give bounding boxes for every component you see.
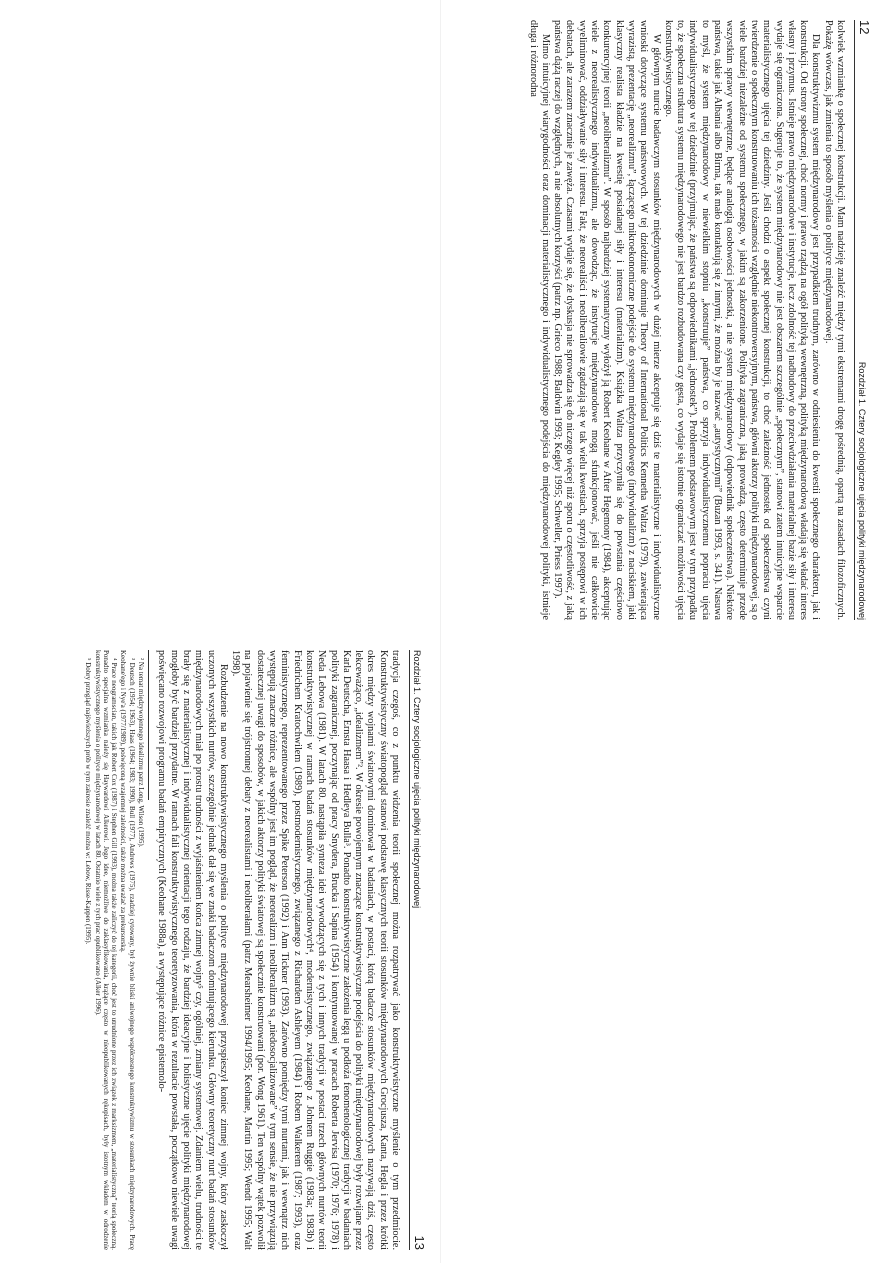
- footnote: ² Na temat międzywojennego idealizmu patrz Long, Wilson (1995).: [137, 658, 146, 848]
- left-page: [445, 20, 875, 620]
- footnote-rule: [148, 650, 149, 800]
- page-number: 13: [412, 1235, 427, 1250]
- header-title: Rozdział 1. Cztery socjologiczne ujęcia polityki międzynarodowej: [412, 650, 422, 909]
- paragraph: kolwiek wzmiankę o społecznej konstrukcji. Mam nadzieję znaleźć między tymi ekstremami drogę pośrednią, opartą na zasadach filozoficznych. Pokażę wówczas, jak zmienia to sposób myślenia o polityce międzynarodowej.: [822, 20, 846, 620]
- running-header: [409, 650, 430, 1250]
- footnote: ⁴ Prace neogramscian, takich jak Robert Cox (1987) i Stephen Gill (1993), można także zaliczyć do tej kategorii, choć jest to utrudnione przez ich związek z marksizmem, „materialistyczną” teorią społeczną. Ponadto specjalna wzmianka należy się Haywardowi Alkerowi. Jego idee, niemożliwe do zaklasyfikowania, krążące często w nieopublikowanych rękopisach, były istotnym wkładem w odrodzenie konstruktywistycznego myślenia o polityce międzynarodowej w latach 80. Ostatnio wiele z tych prac opublikowano (Alker 1996).: [93, 650, 119, 1250]
- page-number: 12: [857, 20, 872, 35]
- running-header: [854, 20, 875, 620]
- page-body: [526, 20, 854, 620]
- page-body: [84, 650, 409, 1250]
- paragraph: Dla konstruktywizmu system międzynarodowy jest przypadkiem trudnym, zarówno w odniesieniu do kwestii społecznego charakteru, jak i konstrukcji. Od strony społecznej, choć normy i prawo rządzą na ogół polityką wewnętrzną, polityką międzynarodową władają się władać interes własny i przymus. Istnieje prawo międzynarodowe i instytucje, lecz zdolność tej nadbudowy do przeciwdziałania materialnej bazie siły i interesu wydaje się ograniczona. Sugeruje to, że system międzynarodowy nie jest obszarem szczególnie „społecznym”, stanowi zatem intuicyjne wsparcie materialistycznego ujęcia tej dziedziny. Jeśli chodzi o aspekt społecznej konstrukcji, to choć zależność jednostek od społeczeństwa czyni twierdzenie o społecznym konstruowaniu ich tożsamości względnie niekontrowersyjnym, państwa, główni aktorzy polityki międzynarodowej, są o wiele bardziej niezależne od systemu społecznego, w jakim są zakorzenione. Polityka zagraniczna, jaką prowadzą, często determinuje przede wszystkim sprawy wewnętrzne, będące analogią osobowości jednostki, a nie system międzynarodowy (odpowiednik społeczeństwa). Niektóre państwa, takie jak Albania albo Birma, tak mało kontaktują się z innymi, że można by je nazwać „autystycznymi” (Buzan 1993, s. 341). Nasuwa to myśl, że system międzynarodowy w niewielkim stopniu „konstruuje” państwa, co sprzyja indywidualistycznemu popraciu ujęcia indywidualistycznego w tej dziedzinie (przyjmując, że państwa są odpowiednikami „jednostek”). Problemem podstawowym jest w tym przypadku to, że społeczna struktura systemu międzynarodowego nie jest bardzo rozbudowana czy gęsta, co wydaje się istotnie ograniczać możliwości ujęcia konstruktywistycznego.: [662, 20, 822, 620]
- footnote: ³ Deutsch (1954; 1963), Haas (1964; 1983; 1990), Bull (1977), Andrews (1975), rzadziej cytowany, był żywnie bliski aniwojnego współczesnego konstruktywizmu w stosunkach międzynarodowych. Pracę Keohane'ego i Nye'a (1977/1989), poświęconą wzajemnej zależności, także można uważać za prekursorską.: [119, 650, 136, 1250]
- paragraph: W głównym nurcie badawczym stosunków międzynarodowych w dużej mierze akceptuje się dziś te materialistyczne i indywidualistyczne wnioski dotyczące systemu państwowych. W tej dziedzinie dominuje Theory of International Politics Kennetha Waltza (1979), zawierająca wyrazistą, prezentację „neorealizmu”, łączącego mikroekonomiczne podejście do systemu międzynarodowego (indywidualizm) z naciskiem, jaki klasyczny realista kładzie na kwestię posiadanej siły i interesu (materializm). Książka Waltza przyczyniła się do powstania częściowo konkurencyjnej teorii „neoliberalizmu”. W sposób najbardziej systematyczny wyłożył ją Robert Keohane w After Hegemony (1984), akceptując wiele z neorealistycznego indywidualizmu, ale dowodząc, że instytucje międzynarodowe mogą sfunkcjonować, jeśli nie całkowicie wyeliminować, oddziaływanie siły i interesu. Fakt, że neorealiści i neoliberaliowie zgadzają się w tak wielu kwestiach, sprzyja postępowi w ich debatach, ale zarazem znacznie je zawęża. Czasami wydaje się, że dyskusja nie sprowadza się do niczego więcej niż sporu o częstotliwość, z jaką państwa dążą raczej do względnych, a nie absolutnych korzyści (patrz np. Grieco 1988; Baldwin 1993; Kegley 1995; Schweller, Priess 1997).: [552, 20, 662, 620]
- paragraph: tradycja czegoś, co z punktu widzenia teorii społecznej można rozpatrywać jako konstruktywistyczne myślenie o tym przedmiocie. Konstruktywistyczny światopogląd stanowi podstawę klasycznych teorii stosunków międzynarodowych Grocjusza, Kanta, Hegla i przez krótki okres między wojnami światowymi dominował w badaniach, w postaci, którą badacze stosunków międzynarodowych nazywają dziś, często lekceważąco, „idealizmem”². W okresie powojennym znaczące konstruktywistyczne podejścia do polityki międzynarodowej były rozwijane przez Karla Deutscha, Ernsta Haasa i Hedleya Bulla³. Ponadto konstruktywistyczne założenia legą u podłoża fenomenologicznej tradycji w badaniach polityki zagranicznej, poczynając od pracy Snydera, Brucka i Sapina (1954) i kontynuowanej w pracach Roberta Jervisa (1970; 1976; 1978) i Neda Lebowa (1981). W latach 80. nastąpiła synteza idei wywodzących się z tych i innych tradycji w postaci trzech głównych nurtów teorii konstruktywistycznej w ramach badań stosunków międzynarodowych⁴, modernistycznego, związanego z Johnem Ruggie (1983a; 1983b) i Friedrichem Kratochwilem (1989), postmodernistycznego, związanego z Richardem Ashleyem (1984) i Robem Walkerem (1987; 1993), oraz feministycznego, reprezentowanego przez Spike Peterson (1992) i Ann Tickner (1993). Zarówno pomiędzy tymi nurtami, jak i wewnątrz nich występują znaczne różnice, ale wspólny jest im pogląd, że neorealizm i neoliberalizm są „niedosocjalizowane” w tym sensie, że nie przywiązują dostatecznej uwagi do sposobów, w jakich aktorzy polityki światowej są społecznie konstruowani (por. Wong 1961). Ten wspólny wątek pozwolił na pojawienie się trójstronnej debaty z neorealistami i neoliberałami (patrz Mearsheimer 1994/1995; Keohane, Martin 1995; Wendt 1995; Walt 1998).: [230, 650, 401, 1250]
- paragraph: Rozbudzenie na nowo konstruktywistycznego myślenia o polityce międzynarodowej przyspieszył koniec zimnej wojny, który zaskoczył uczonych wszystkich nurtów, szczególnie jednak dał się we znaki badaczom dominującego kierunku. Główny teoretyczny nurt badań stosunków międzynarodowych miał po prostu trudności z wyjaśnieniem końca zimnej wojny⁵ czy, ogólniej, zmiany systemowej. Zdaniem wielu, trudności te brały się z materialistycznej i indywidualistycznej orientacji tego rodzaju, że bardziej ideacyjne i holistyczne ujęcie polityki międzynarodowej mogłoby być bardziej przydatne. W ramach fali konstruktywistycznego teoretyzowania, która w rezultacie powstała, początkowo niewiele uwagi poświęcano rozwojowi programu badań empirycznych (Keohane 1988a), a występujące różnice epistemolo-: [156, 650, 229, 1250]
- paragraph: Mimo intuicyjnej wiarygodności oraz dominacji materialistycznego i indywidualistycznego podejścia do międzynarodowej polityki, istnieje długa i różnorodna: [527, 20, 551, 620]
- footnote: ⁵ Dobry przegląd najświeższych prób w tym zakresie znaleźć można w: Lebow, Risse-Kappen (1995).: [84, 658, 93, 945]
- right-page: [0, 650, 430, 1250]
- header-title: Rozdział 1. Cztery socjologiczne ujęcia polityki międzynarodowej: [857, 361, 867, 620]
- footnotes: [84, 650, 149, 1250]
- page-fold: [440, 0, 441, 1263]
